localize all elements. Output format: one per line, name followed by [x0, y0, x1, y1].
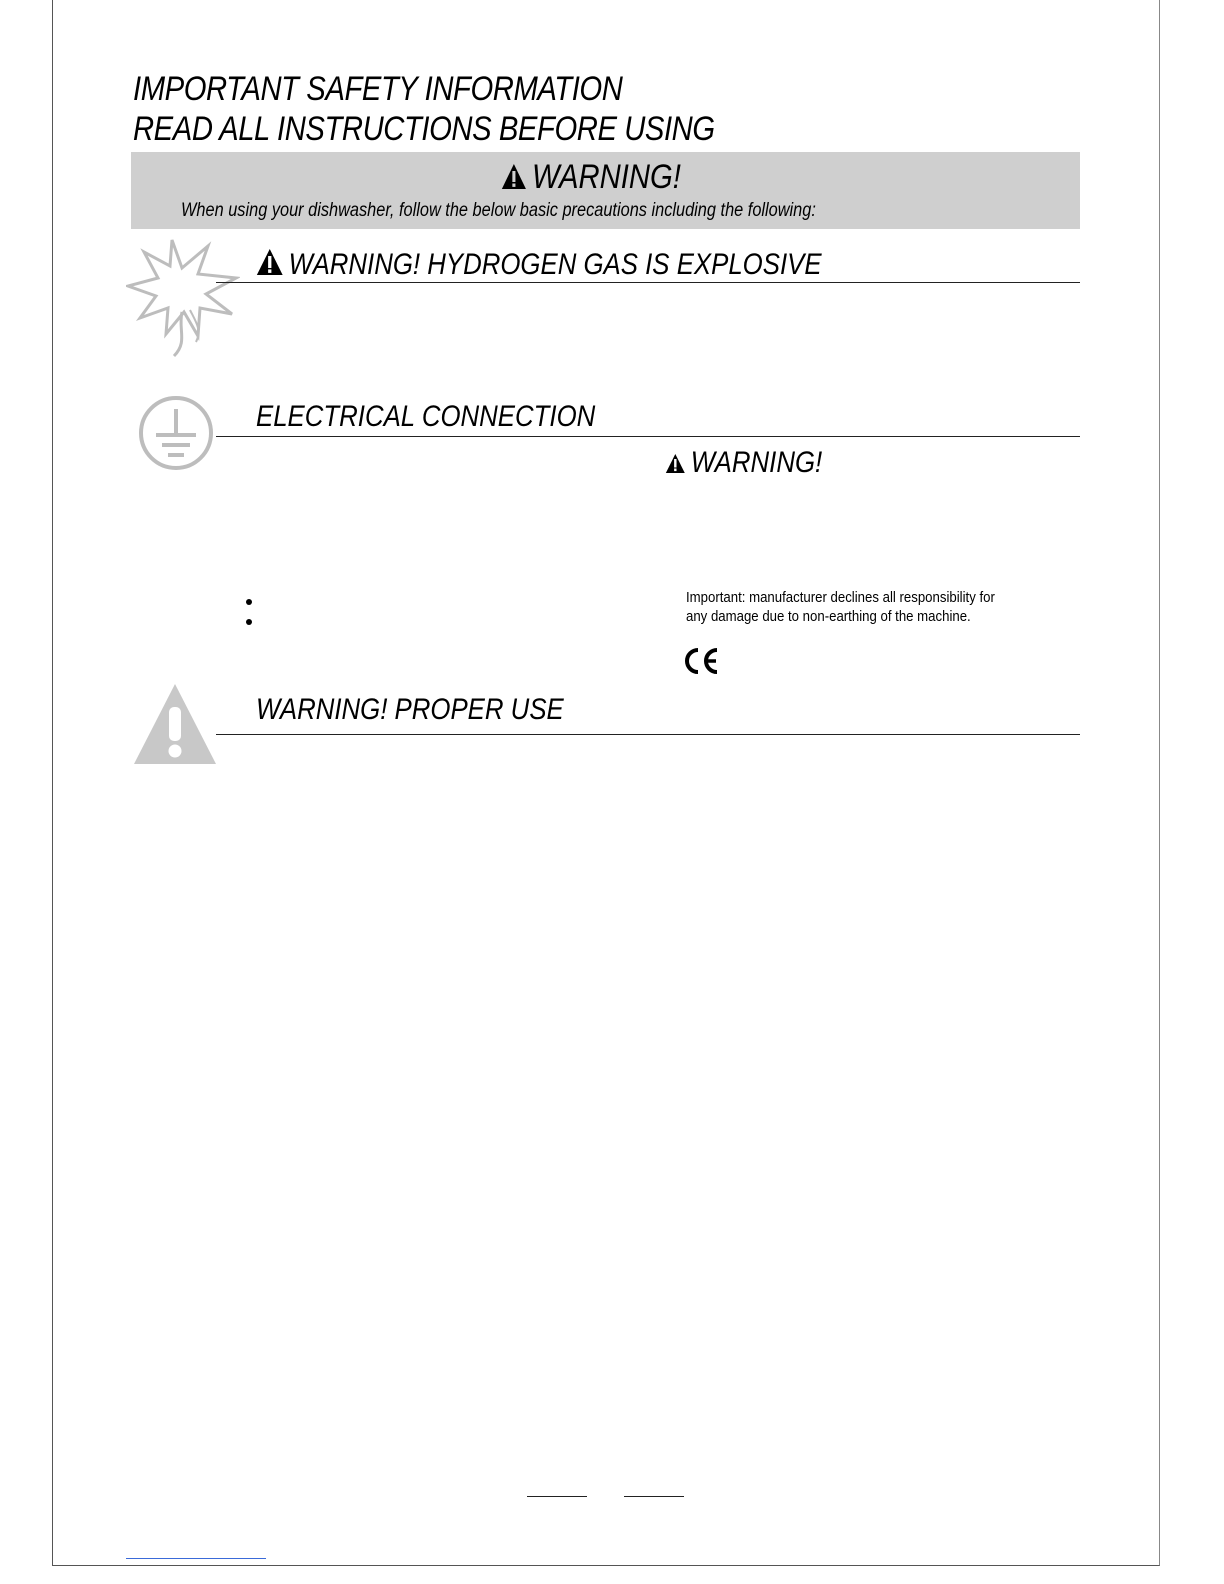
banner-subtext: When using your dishwasher, follow the below basic precautions including the following: — [181, 200, 816, 221]
warning-triangle-icon — [665, 453, 686, 474]
hydrogen-section-rule — [216, 282, 1080, 283]
banner-heading — [131, 158, 1080, 197]
earthing-note-line-2: any damage due to non-earthing of the machine. — [686, 608, 971, 625]
hydrogen-section-heading — [256, 248, 822, 282]
electrical-section-rule — [216, 436, 1080, 437]
footer-rule-left — [527, 1496, 587, 1497]
electrical-warning-text: WARNING! — [690, 446, 823, 479]
caution-triangle-icon — [133, 683, 217, 765]
warning-triangle-icon — [256, 248, 284, 276]
earthing-note-line-1: Important: manufacturer declines all responsibility for — [686, 589, 995, 606]
electrical-section-heading: ELECTRICAL CONNECTION — [256, 400, 596, 433]
footer-link-underline — [126, 1558, 266, 1559]
page-frame — [52, 0, 1160, 1566]
hydrogen-heading-text: WARNING! HYDROGEN GAS IS EXPLOSIVE — [288, 248, 822, 281]
proper-use-section-heading: WARNING! PROPER USE — [256, 693, 564, 726]
warning-triangle-icon — [501, 163, 527, 190]
ground-symbol-icon — [138, 395, 216, 473]
bullet-point — [246, 619, 252, 625]
warning-banner — [131, 152, 1080, 229]
page-title-line-1: IMPORTANT SAFETY INFORMATION — [133, 70, 623, 108]
banner-heading-text: WARNING! — [531, 158, 681, 196]
ce-mark-icon — [683, 647, 721, 675]
explosion-icon — [126, 238, 240, 362]
bullet-point — [246, 599, 252, 605]
page-title-line-2: READ ALL INSTRUCTIONS BEFORE USING — [133, 110, 715, 148]
proper-use-section-rule — [216, 734, 1080, 735]
footer-rule-right — [624, 1496, 684, 1497]
electrical-warning-label — [665, 446, 822, 480]
